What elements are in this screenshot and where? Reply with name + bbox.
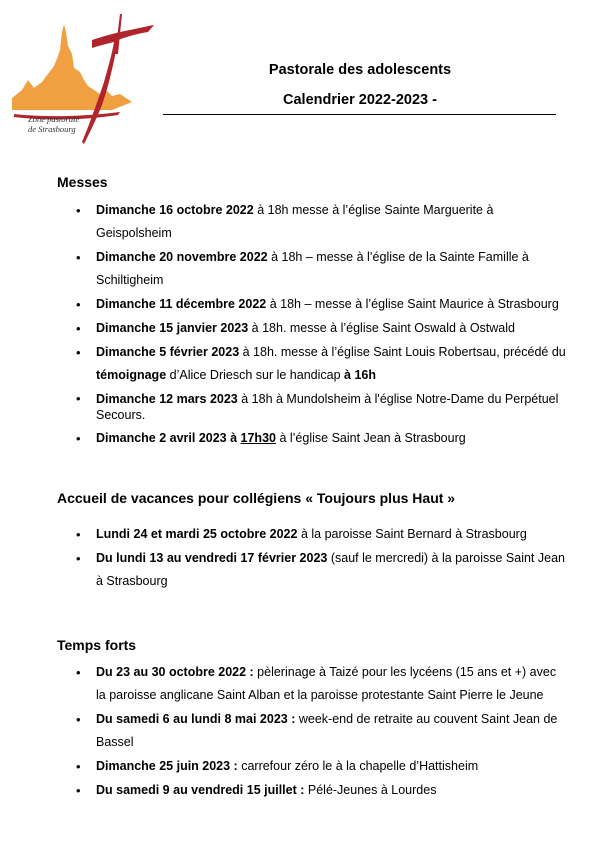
list-item: • Dimanche 15 janvier 2023 à 18h. messe à l’église Saint Oswald à Ostwald: [76, 317, 566, 340]
list-item: • Dimanche 12 mars 2023 à 18h à Mundolsheim à l'église Notre-Dame du Perpétuel Secours.: [76, 391, 566, 423]
accueil-list: [76, 523, 566, 594]
messes-list: [76, 199, 566, 451]
list-item: • Du 23 au 30 octobre 2022 : pèlerinage à Taizé pour les lycéens (15 ans et +) avec la paroisse anglicane Saint Alban et la paroisse protestante Saint Pierre le Jeune: [76, 661, 566, 707]
logo-text-line2: de Strasbourg: [28, 124, 76, 134]
logo-text: [28, 114, 79, 134]
list-item: • Dimanche 25 juin 2023 : carrefour zéro le à la chapelle d’Hattisheim: [76, 755, 566, 778]
section-title-accueil: Accueil de vacances pour collégiens « Toujours plus Haut »: [57, 490, 456, 506]
list-item: • Dimanche 16 octobre 2022 à 18h messe à l’église Sainte Marguerite à Geispolsheim: [76, 199, 566, 245]
list-item: • Dimanche 2 avril 2023 à 17h30 à l’église Saint Jean à Strasbourg: [76, 427, 566, 450]
logo-text-line1: Zone pastorale: [28, 114, 80, 124]
list-item: • Du samedi 9 au vendredi 15 juillet : Pélé-Jeunes à Lourdes: [76, 779, 566, 802]
list-item: • Du lundi 13 au vendredi 17 février 2023 (sauf le mercredi) à la paroisse Saint Jean à Strasbourg: [76, 547, 566, 593]
temps-forts-list: [76, 661, 566, 803]
list-item: • Du samedi 6 au lundi 8 mai 2023 : week-end de retraite au couvent Saint Jean de Bassel: [76, 708, 566, 754]
header-rule: [163, 114, 556, 115]
document-title: Pastorale des adolescents: [268, 62, 452, 78]
list-item: • Dimanche 5 février 2023 à 18h. messe à l’église Saint Louis Robertsau, précédé du témoignage d’Alice Driesch sur le handicap à 16h: [76, 341, 566, 387]
list-item: • Dimanche 11 décembre 2022 à 18h – messe à l’église Saint Maurice à Strasbourg: [76, 293, 566, 316]
list-item: • Lundi 24 et mardi 25 octobre 2022 à la paroisse Saint Bernard à Strasbourg: [76, 523, 566, 546]
section-title-messes: Messes: [57, 174, 108, 190]
document-subtitle: Calendrier 2022-2023 -: [283, 92, 437, 108]
section-title-temps-forts: Temps forts: [57, 637, 137, 653]
list-item: • Dimanche 20 novembre 2022 à 18h – messe à l’église de la Sainte Famille à Schiltigheim: [76, 246, 566, 292]
